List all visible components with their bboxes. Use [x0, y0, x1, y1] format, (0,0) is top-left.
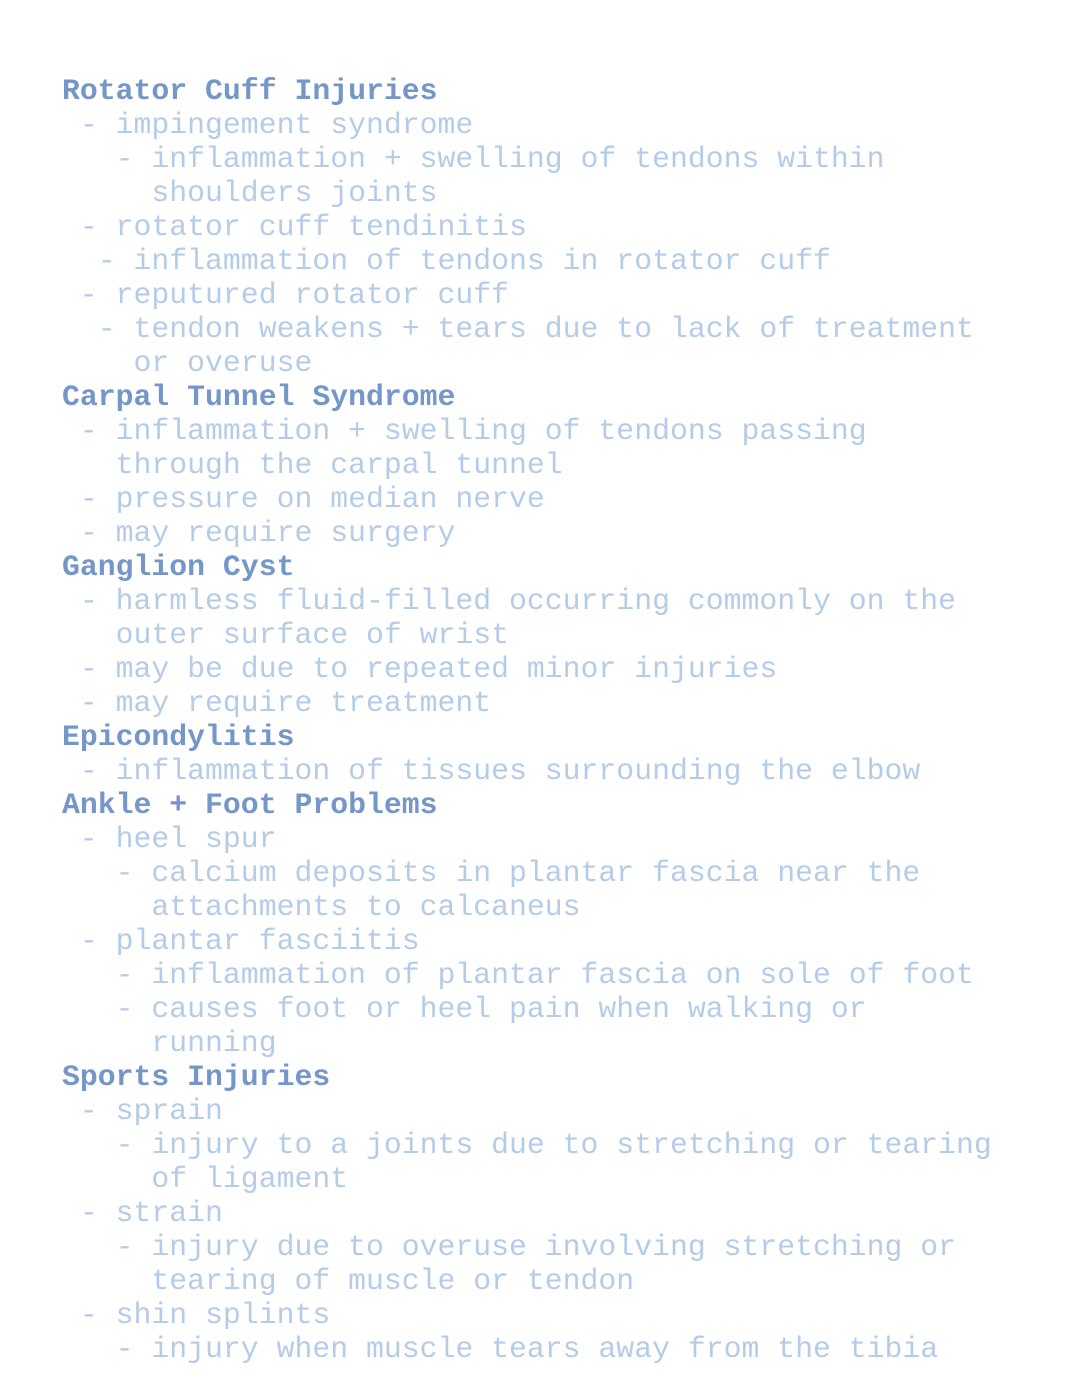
note-bullet-line: - may require surgery — [62, 516, 456, 550]
note-bullet-line: - heel spur — [62, 822, 277, 856]
note-bullet-line: - inflammation of tendons in rotator cuff — [62, 244, 831, 278]
note-bullet-line: - injury due to overuse involving stretching or — [62, 1230, 957, 1264]
note-bullet-line: - injury when muscle tears away from the tibia — [62, 1332, 939, 1366]
note-bullet-line: outer surface of wrist — [62, 618, 510, 652]
section-heading: Carpal Tunnel Syndrome — [62, 380, 456, 414]
note-bullet-line: or overuse — [62, 346, 313, 380]
note-bullet-line: - sprain — [62, 1094, 223, 1128]
section-heading: Sports Injuries — [62, 1060, 331, 1094]
notes-text-block — [62, 74, 1080, 1366]
note-bullet-line: - strain — [62, 1196, 223, 1230]
note-bullet-line: - inflammation of plantar fascia on sole of foot — [62, 958, 974, 992]
note-bullet-line: - may be due to repeated minor injuries — [62, 652, 778, 686]
note-bullet-line: - causes foot or heel pain when walking or — [62, 992, 867, 1026]
section-heading: Rotator Cuff Injuries — [62, 74, 438, 108]
note-bullet-line: - shin splints — [62, 1298, 331, 1332]
section-heading: Ankle + Foot Problems — [62, 788, 438, 822]
note-bullet-line: - inflammation of tissues surrounding the elbow — [62, 754, 921, 788]
note-bullet-line: - inflammation + swelling of tendons within — [62, 142, 885, 176]
note-bullet-line: attachments to calcaneus — [62, 890, 581, 924]
note-bullet-line: - injury to a joints due to stretching or tearing — [62, 1128, 992, 1162]
note-bullet-line: shoulders joints — [62, 176, 438, 210]
note-bullet-line: - inflammation + swelling of tendons passing — [62, 414, 867, 448]
note-bullet-line: - harmless fluid-filled occurring commonly on the — [62, 584, 957, 618]
note-bullet-line: - rotator cuff tendinitis — [62, 210, 527, 244]
note-bullet-line: - calcium deposits in plantar fascia near the — [62, 856, 921, 890]
note-bullet-line: - pressure on median nerve — [62, 482, 545, 516]
note-bullet-line: - reputured rotator cuff — [62, 278, 510, 312]
note-bullet-line: - plantar fasciitis — [62, 924, 420, 958]
note-bullet-line: of ligament — [62, 1162, 349, 1196]
note-bullet-line: - tendon weakens + tears due to lack of treatment — [62, 312, 974, 346]
section-heading: Epicondylitis — [62, 720, 295, 754]
note-bullet-line: through the carpal tunnel — [62, 448, 563, 482]
note-bullet-line: - may require treatment — [62, 686, 492, 720]
note-bullet-line: tearing of muscle or tendon — [62, 1264, 635, 1298]
note-bullet-line: - impingement syndrome — [62, 108, 474, 142]
note-bullet-line: running — [62, 1026, 277, 1060]
section-heading: Ganglion Cyst — [62, 550, 295, 584]
